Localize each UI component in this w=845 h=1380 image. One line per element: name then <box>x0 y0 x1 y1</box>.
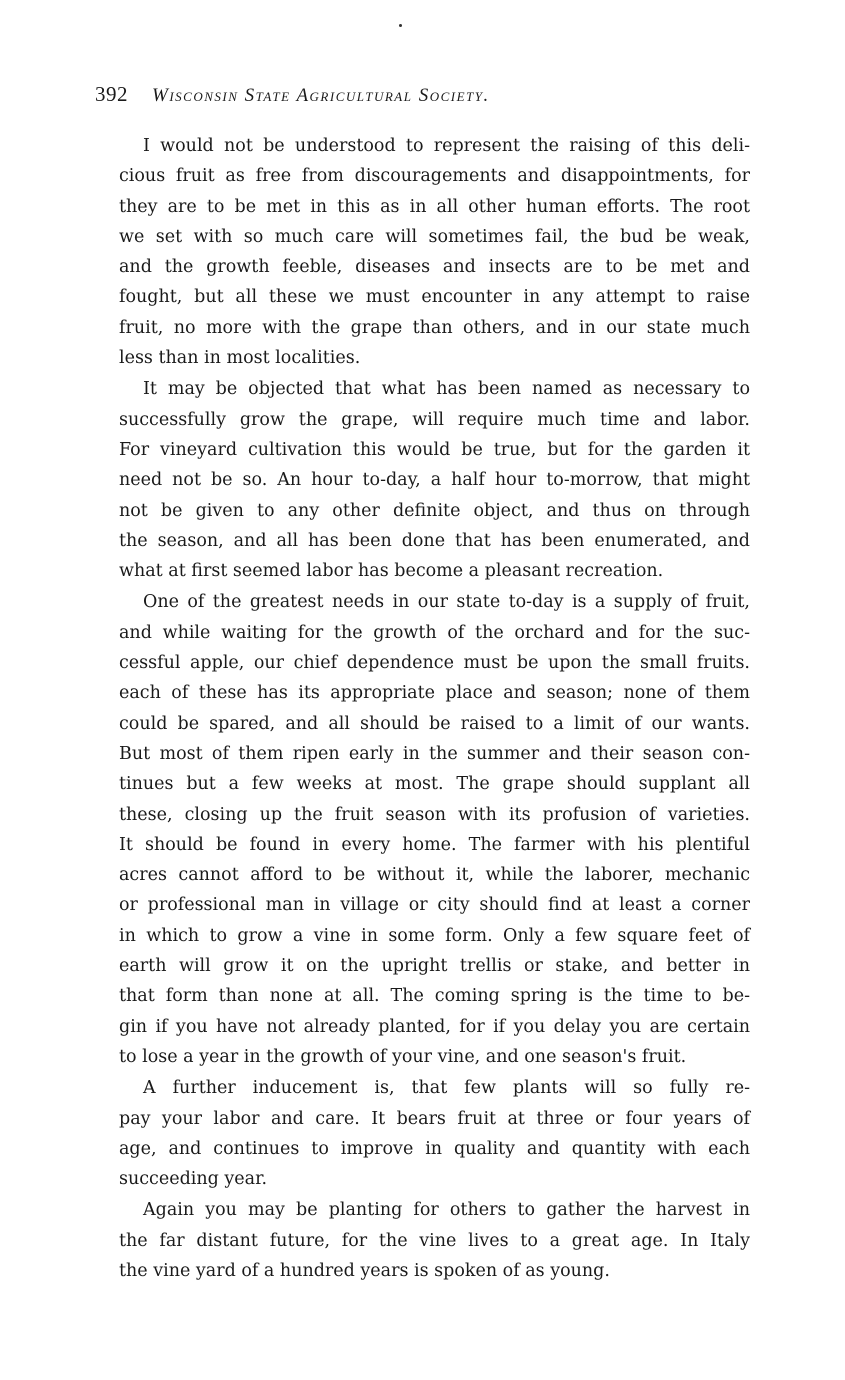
text-line: the vine yard of a hundred years is spoken of as young. <box>119 1260 610 1281</box>
text-line: But most of them ripen early in the summer and their season con- <box>119 743 750 764</box>
text-line: to lose a year in the growth of your vine, and one season's fruit. <box>119 1046 687 1067</box>
text-line: or professional man in village or city should find at least a corner <box>119 895 750 916</box>
paragraph-4 <box>95 1073 750 1194</box>
text-line: fought, but all these we must encounter in any attempt to raise <box>119 287 750 308</box>
text-line: cessful apple, our chief dependence must be upon the small fruits. <box>119 653 750 674</box>
text-line: need not be so. An hour to-day, a half hour to-morrow, that might <box>119 470 750 491</box>
text-line: and the growth feeble, diseases and insects are to be met and <box>119 257 750 278</box>
paragraph-5 <box>95 1195 750 1286</box>
text-line: and while waiting for the growth of the orchard and for the suc- <box>119 622 750 643</box>
text-line: A further inducement is, that few plants will so fully re- <box>143 1078 750 1099</box>
text-line: that form than none at all. The coming spring is the time to be- <box>119 986 750 1007</box>
body-text <box>95 131 750 1286</box>
text-line: Again you may be planting for others to gather the harvest in <box>143 1200 750 1221</box>
text-line: age, and continues to improve in quality and quantity with each <box>119 1138 750 1159</box>
paragraph-1 <box>95 131 750 373</box>
text-line: One of the greatest needs in our state to-day is a supply of fruit, <box>143 592 750 613</box>
text-line: tinues but a few weeks at most. The grape should supplant all <box>119 774 750 795</box>
text-line: could be spared, and all should be raised to a limit of our wants. <box>119 713 750 734</box>
text-line: For vineyard cultivation this would be true, but for the garden it <box>119 439 750 460</box>
text-line: they are to be met in this as in all other human efforts. The root <box>119 196 750 217</box>
text-line: these, closing up the fruit season with its profusion of varieties. <box>119 804 750 825</box>
running-title: Wisconsin State Agricultural Society. <box>152 85 490 106</box>
text-line: not be given to any other definite object, and thus on through <box>119 500 750 521</box>
text-line: successfully grow the grape, will require much time and labor. <box>119 409 750 430</box>
paragraph-2 <box>95 374 750 586</box>
text-line: succeeding year. <box>119 1169 268 1190</box>
text-line: gin if you have not already planted, for if you delay you are certain <box>119 1016 750 1037</box>
paragraph-3 <box>95 587 750 1072</box>
text-line: the far distant future, for the vine lives to a great age. In Italy <box>119 1230 750 1251</box>
text-line: fruit, no more with the grape than others, and in our state much <box>119 317 750 338</box>
print-speck <box>399 24 402 27</box>
text-line: acres cannot afford to be without it, while the laborer, mechanic <box>119 865 750 886</box>
text-line: in which to grow a vine in some form. Only a few square feet of <box>119 925 750 946</box>
page-number: 392 <box>95 82 128 106</box>
running-head <box>95 82 695 112</box>
text-line: less than in most localities. <box>119 348 361 369</box>
text-line: It should be found in every home. The farmer with his plentiful <box>119 834 750 855</box>
text-line: the season, and all has been done that has been enumerated, and <box>119 530 750 551</box>
text-line: I would not be understood to represent the raising of this deli- <box>143 136 750 156</box>
text-line: cious fruit as free from discouragements and disappointments, for <box>119 166 750 187</box>
text-line: what at first seemed labor has become a pleasant recreation. <box>119 561 664 582</box>
text-line: earth will grow it on the upright trellis or stake, and better in <box>119 956 750 977</box>
text-line: It may be objected that what has been named as necessary to <box>143 379 750 400</box>
text-line: each of these has its appropriate place and season; none of them <box>119 683 750 704</box>
text-line: we set with so much care will sometimes fail, the bud be weak, <box>119 226 750 247</box>
text-line: pay your labor and care. It bears fruit at three or four years of <box>119 1108 750 1129</box>
